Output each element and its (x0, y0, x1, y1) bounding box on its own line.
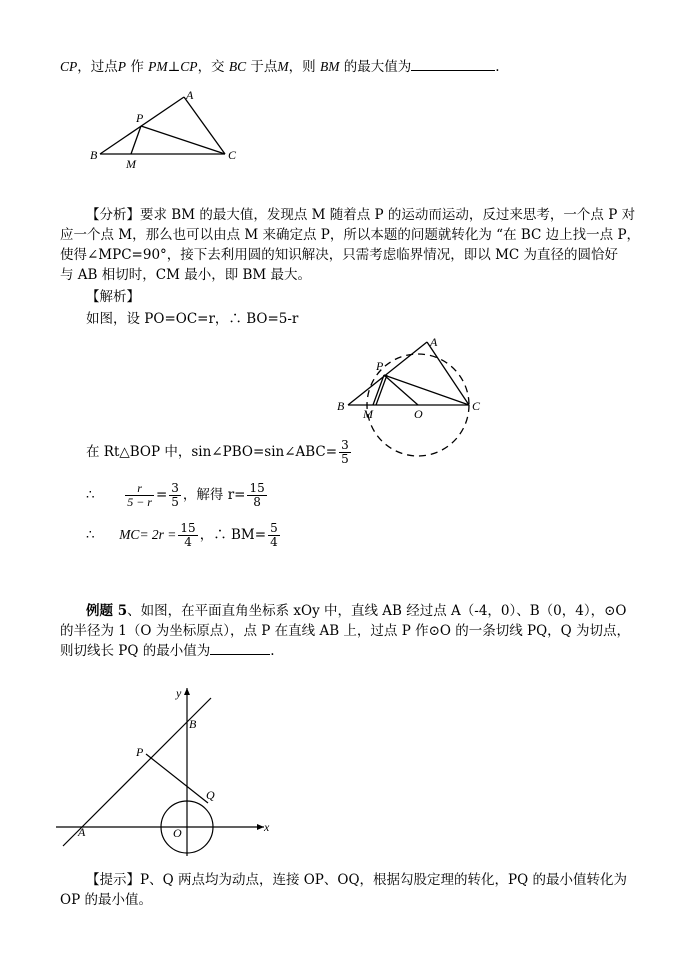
label-p: P (376, 359, 384, 373)
text: . (495, 59, 500, 75)
hint-line-1 (86, 871, 627, 889)
fraction-r-over-5-minus-r (125, 482, 154, 509)
segment-ac (184, 97, 225, 154)
label-c: C (228, 148, 237, 162)
label-y: y (176, 686, 182, 700)
hint-text: OP 的最小值。 (60, 892, 152, 908)
label-p: P (136, 745, 144, 759)
label-b: B (90, 148, 98, 162)
label-m: M (126, 157, 136, 171)
text-pm-perp-cp: PM⊥CP (148, 59, 198, 74)
label-x: x (264, 820, 270, 834)
text-cp: CP (60, 59, 78, 74)
numerator: 5 (270, 521, 278, 535)
x-axis-arrow (257, 824, 264, 830)
therefore-symbol: ∴ (86, 487, 95, 503)
figure-coordinate-plane (56, 686, 286, 861)
equals: = (155, 487, 168, 503)
solution-line-3 (86, 477, 269, 513)
segment-ba (348, 342, 427, 405)
numerator: 3 (171, 481, 179, 495)
hint-tag: 【提示】 (86, 872, 140, 888)
solution-tag (86, 288, 140, 306)
numerator: 15 (180, 521, 196, 535)
solution-text: ，解得 r= (182, 487, 246, 503)
figure-triangle (88, 88, 248, 172)
segment-pm (373, 375, 384, 405)
denominator: 4 (270, 535, 278, 549)
text: 作 (130, 59, 144, 75)
label-b: B (337, 399, 345, 413)
analysis-text: 与 AB 相切时，CM 最小，即 BM 最大。 (60, 267, 312, 283)
fraction-15-8 (247, 482, 266, 509)
label-a: A (430, 335, 438, 349)
denominator: 5 − r (127, 495, 152, 509)
solution-line-1 (86, 310, 298, 328)
hint-text: P、Q 两点均为动点，连接 OP、OQ，根据勾股定理的转化，PQ 的最小值转化为 (140, 872, 627, 888)
denominator: 4 (184, 535, 192, 549)
analysis-line-2 (60, 226, 640, 244)
text-p: P (117, 59, 127, 74)
problem-continuation (60, 58, 500, 76)
text-m: M (277, 59, 289, 74)
segment-ba (100, 97, 184, 154)
therefore-symbol: ∴ (86, 527, 95, 543)
segment-pc (384, 375, 469, 405)
text: 的最大值为 (343, 59, 412, 75)
tangent-pq (146, 754, 208, 803)
example-text: 则切线长 PQ 的最小值为 (60, 643, 211, 659)
analysis-line-1 (86, 206, 635, 224)
numerator: 3 (341, 438, 349, 452)
example5-line-2 (60, 622, 630, 640)
label-p: P (136, 111, 144, 125)
fraction-5-4 (268, 522, 280, 549)
label-o: O (414, 407, 423, 421)
text-bm: BM (319, 59, 340, 74)
example-text: 的半径为 1（O 为坐标原点），点 P 在直线 AB 上，过点 P 作⊙O 的一条切线 PQ，Q 为切点， (60, 623, 631, 639)
figure-triangle-circle (334, 334, 494, 454)
label-o: O (173, 826, 182, 840)
example-text: 、如图，在平面直角坐标系 xOy 中，直线 AB 经过点 A（-4，0）、B（0，4），⊙O (127, 603, 627, 619)
fraction-3-5 (339, 439, 351, 466)
denominator: 5 (171, 495, 179, 509)
label-a: A (186, 88, 194, 102)
numerator: r (125, 482, 154, 496)
segment-ac (427, 342, 469, 405)
text-bc: BC (228, 59, 247, 74)
example-title: 例题 5 (86, 603, 128, 619)
solution-line-2 (86, 436, 353, 468)
segment-pc (141, 126, 225, 154)
analysis-tag: 【分析】 (86, 207, 140, 223)
analysis-text: 应一个点 M，那么也可以由点 M 来确定点 P，所以本题的问题就转化为 “在 BC 边上找一点 P， (60, 227, 641, 243)
text: ，则 (288, 59, 316, 75)
example5-line-1 (86, 602, 627, 620)
label-m: M (363, 407, 373, 421)
text: ，交 (197, 59, 225, 75)
analysis-line-4 (60, 266, 311, 284)
text: ，过点 (77, 59, 118, 75)
solution-text: 如图，设 PO=OC=r，∴ BO=5-r (86, 311, 299, 327)
analysis-text: 要求 BM 的最大值，发现点 M 随着点 P 的运动而运动，反过来思考，一个点 P 对 (140, 207, 636, 223)
solution-label: 【解析】 (86, 289, 140, 305)
label-a: A (78, 825, 86, 839)
fraction-15-4 (178, 522, 197, 549)
denominator: 5 (341, 452, 349, 466)
example5-line-3 (60, 642, 275, 660)
analysis-line-3 (60, 246, 618, 264)
text: 于点 (250, 59, 278, 75)
numerator: 15 (249, 481, 265, 495)
answer-blank (210, 654, 270, 655)
segment-po (384, 375, 418, 405)
fraction-3-5 (169, 482, 181, 509)
label-q: Q (206, 788, 215, 802)
hint-line-2 (60, 891, 152, 909)
solution-line-4 (86, 517, 282, 553)
segment-pm-2 (376, 375, 387, 405)
label-c: C (472, 399, 481, 413)
example-text: . (270, 643, 275, 659)
analysis-text: 使得∠MPC=90°，接下去利用圆的知识解决，只需考虑临界情况，即以 MC 为直径的圆恰好 (60, 247, 619, 263)
solution-text: 在 Rt△BOP 中，sin∠PBO=sin∠ABC= (86, 444, 338, 460)
y-axis-arrow (184, 688, 190, 695)
answer-blank (411, 70, 495, 71)
label-b: B (189, 717, 197, 731)
solution-text: ，∴ BM= (199, 527, 267, 543)
denominator: 8 (253, 495, 261, 509)
solution-text: MC= 2r = (119, 527, 177, 542)
